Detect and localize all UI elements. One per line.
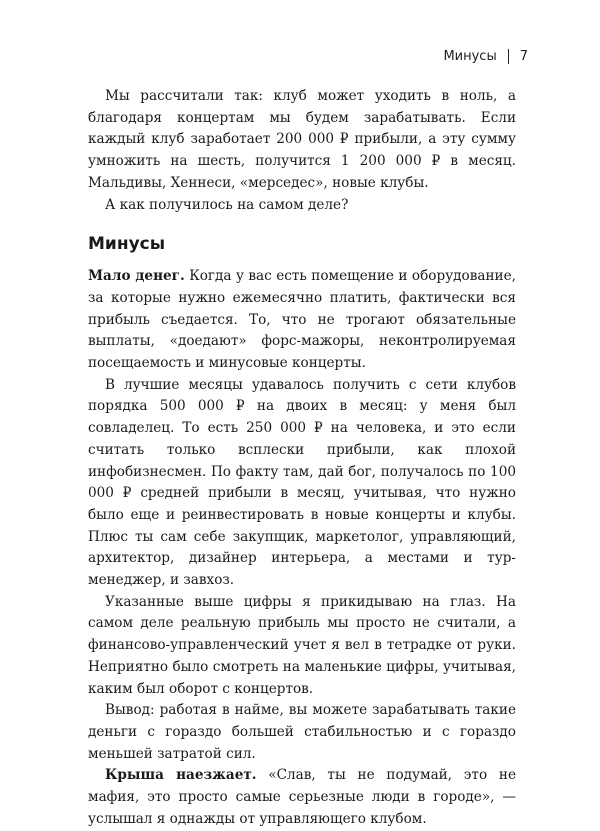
paragraph-best-months: В лучшие месяцы удавалось получить с сети клубов порядка 500 000 ₽ на двоих в месяц: у меня был совладелец. То есть 250 000 ₽ на человека, и это если считать только всплески прибыли, как плохой инфобизнесмен. По факту там, дай бог, получалось по 100 000 ₽ средней прибыли в месяц, учитывая, что нужно было еще и реинвестировать в новые концерты и клубы. Плюс ты сам себе закупщик, маркетолог, управляющий, архитектор, дизайнер интерьера, а местами и тур-менеджер, и завхоз. (88, 376, 516, 589)
paragraph-racket (88, 765, 516, 830)
paragraph-reality-question: А как получилось на самом деле? (105, 196, 349, 213)
paragraph-little-money (88, 266, 516, 375)
lead-racket: Крыша наезжает. (105, 767, 257, 784)
paragraph-plan: Мы рассчитали так: клуб может уходить в ноль, а благодаря концертам мы будем зарабатывать. Если каждый клуб заработает 200 000 ₽ прибыли, а эту сумму умножить на шесть, получится 1 200 000 ₽ в месяц. Мальдивы, Хеннеси, «мерседес», новые клубы. (88, 88, 516, 191)
header-divider (508, 49, 509, 64)
running-title: Минусы (443, 49, 497, 64)
lead-little-money: Мало денег. (88, 268, 185, 285)
running-header (443, 49, 528, 64)
page-body (88, 86, 516, 831)
paragraph-estimates: Указанные выше цифры я прикидываю на глаз. На самом деле реальную прибыль мы просто не считали, а финансово-управленческий учет я вел в тетрадке от руки. Неприятно было смотреть на маленькие цифры, учитывая, каким был оборот с концертов. (88, 593, 516, 697)
paragraph-conclusion: Вывод: работая в найме, вы можете зарабатывать такие деньги с гораздо большей стабильностью и с гораздо меньшей затратой сил. (88, 702, 516, 762)
text-racket: «Слав, ты не подумай, это не мафия, это просто самые серьезные люди в городе», — услышал я однажды от управляющего клубом. (88, 767, 516, 827)
text-little-money: Когда у вас есть помещение и оборудование, за которые нужно ежемесячно платить, фактически вся прибыль съедается. То, что не трогают обязательные выплаты, «доедают» форс-мажоры, неконтролируемая посещаемость и минусовые концерты. (88, 268, 516, 372)
section-title: Минусы (88, 234, 166, 255)
page-number: 7 (519, 49, 528, 64)
